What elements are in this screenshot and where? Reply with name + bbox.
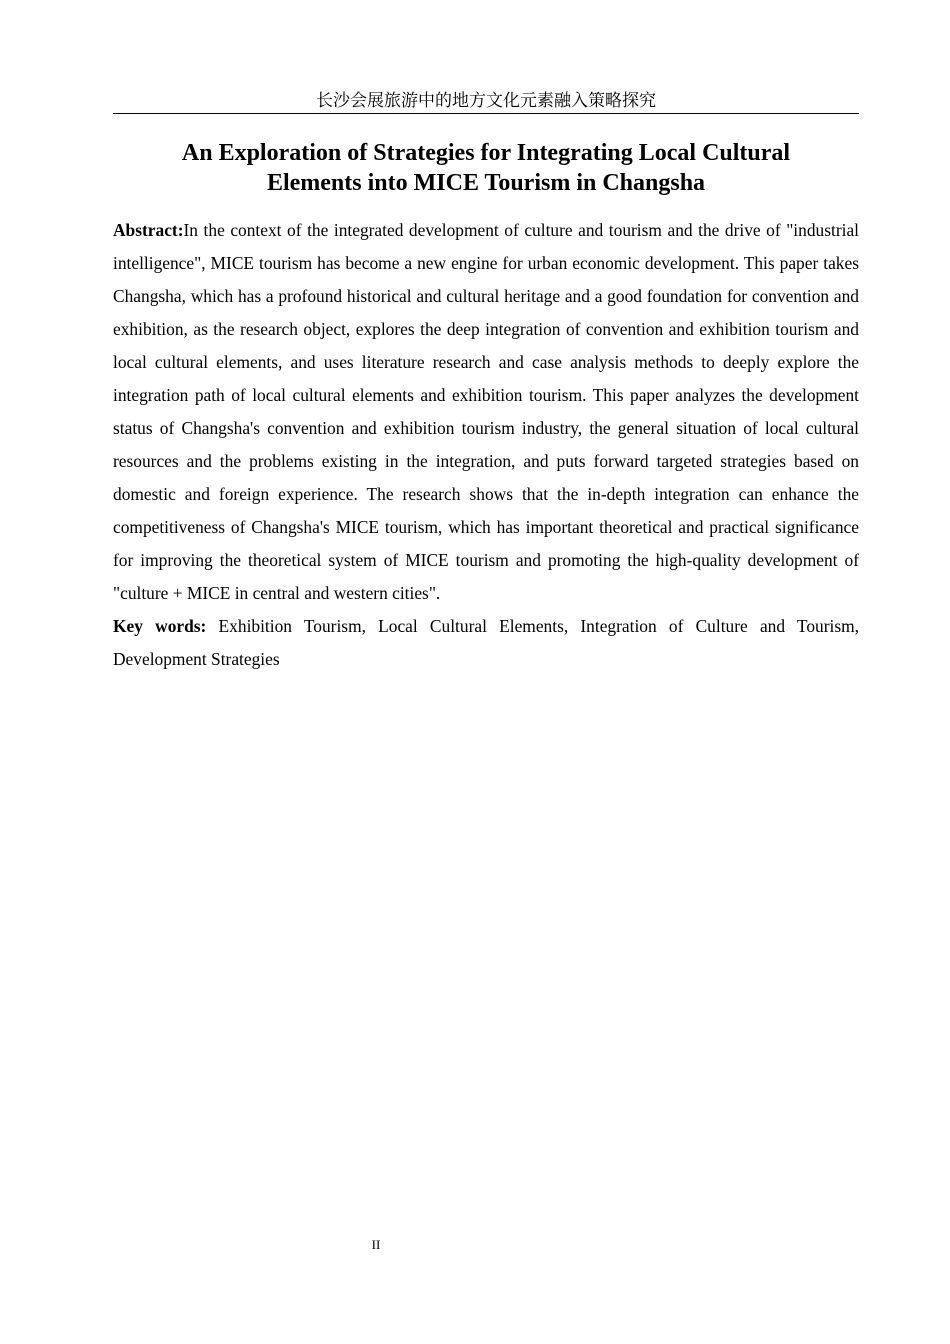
page-number: II bbox=[371, 1237, 381, 1252]
paper-title-line-1: An Exploration of Strategies for Integrating Local Cultural bbox=[181, 140, 791, 166]
keywords-text: Exhibition Tourism, Local Cultural Elements, Integration of Culture and Tourism, Development Strategies bbox=[113, 616, 859, 669]
keywords-paragraph bbox=[113, 610, 859, 676]
paper-title-line-2: Elements into MICE Tourism in Changsha bbox=[266, 170, 706, 196]
paper-title bbox=[113, 138, 859, 198]
abstract-text: In the context of the integrated development of culture and tourism and the drive of "industrial intelligence", MICE tourism has become a new engine for urban economic development. This paper takes Changsha, which has a profound historical and cultural heritage and a good foundation for convention and exhibition, as the research object, explores the deep integration of convention and exhibition tourism and local cultural elements, and uses literature research and case analysis methods to deeply explore the integration path of local cultural elements and exhibition tourism. This paper analyzes the development status of Changsha's convention and exhibition tourism industry, the general situation of local cultural resources and the problems existing in the integration, and puts forward targeted strategies based on domestic and foreign experience. The research shows that the in-depth integration can enhance the competitiveness of Changsha's MICE tourism, which has important theoretical and practical significance for improving the theoretical system of MICE tourism and promoting the high-quality development of "culture + MICE in central and western cities". bbox=[113, 220, 859, 603]
abstract-label: Abstract: bbox=[113, 220, 184, 240]
abstract-section bbox=[113, 214, 859, 676]
running-header: 长沙会展旅游中的地方文化元素融入策略探究 bbox=[113, 90, 859, 114]
abstract-paragraph bbox=[113, 214, 859, 610]
keywords-label: Key words: bbox=[113, 616, 207, 636]
